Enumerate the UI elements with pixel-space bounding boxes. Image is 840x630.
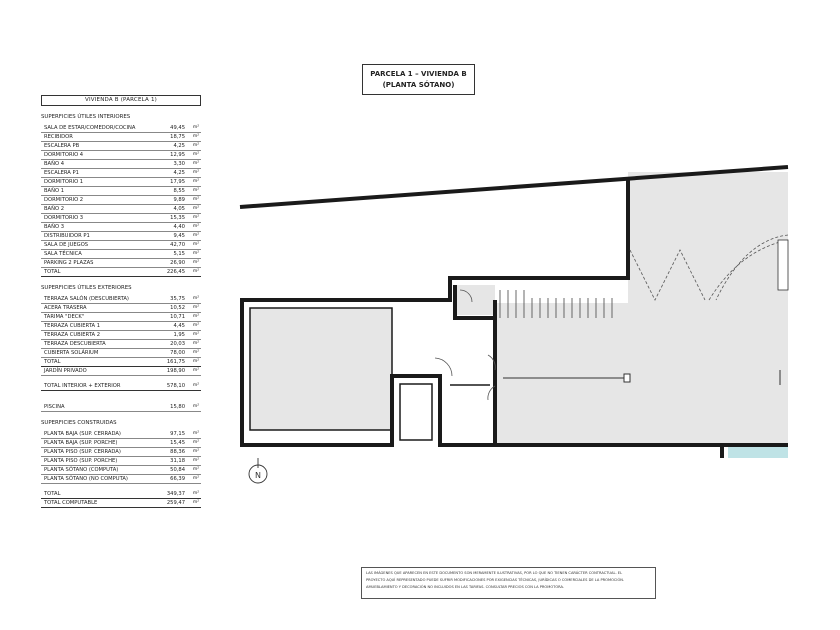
row-unit: m²	[192, 440, 199, 445]
disclaimer-line3: AMUEBLAMIENTO Y DECORACIÓN NO INCLUIDOS EN LAS TARIFAS. CONSULTAR PRECIOS CON LA PROMOTORA.	[366, 585, 565, 589]
row-value: 26,90	[170, 260, 185, 266]
row-value: 198,90	[166, 368, 185, 374]
row-name: JARDÍN PRIVADO	[44, 368, 87, 374]
row-value: 50,84	[170, 467, 185, 473]
row-name: TARIMA "DECK"	[44, 314, 85, 320]
row-name: PISCINA	[44, 404, 65, 410]
row-value: 15,35	[170, 215, 185, 221]
row-name: TOTAL	[44, 359, 61, 365]
row-value: 9,45	[173, 233, 185, 239]
row-value: 18,75	[170, 134, 185, 140]
row-value: 8,55	[173, 188, 185, 194]
row-name: BAÑO 4	[44, 161, 65, 167]
row-unit: m²	[192, 215, 199, 220]
row-name: PARKING 2 PLAZAS	[44, 260, 94, 266]
row-name: TERRAZA CUBIERTA 2	[44, 332, 101, 338]
row-unit: m²	[192, 170, 199, 175]
row-name: TOTAL	[44, 269, 61, 275]
row-name: PLANTA SÓTANO (COMPUTA)	[44, 467, 119, 473]
row-unit: m²	[192, 323, 199, 328]
row-value: 66,39	[170, 476, 185, 482]
row-name: DISTRIBUIDOR P1	[44, 233, 90, 239]
row-unit: m²	[192, 296, 199, 301]
row-unit: m²	[192, 197, 199, 202]
row-unit: m²	[192, 500, 199, 505]
row-name: DORMITORIO 4	[44, 152, 84, 158]
row-unit: m²	[192, 269, 199, 274]
row-unit: m²	[192, 179, 199, 184]
row-value: 20,03	[170, 341, 185, 347]
disclaimer-line1: LAS IMÁGENES QUE APARECEN EN ESTE DOCUMENTO SON MERAMENTE ILUSTRATIVAS, POR LO QUE NO TIENEN CARÁCTER CONTRACTUAL. EL	[366, 571, 623, 575]
row-unit: m²	[192, 449, 199, 454]
row-name: BAÑO 2	[44, 206, 65, 212]
row-name: DORMITORIO 3	[44, 215, 84, 221]
row-name: BAÑO 1	[44, 188, 65, 194]
row-name: TERRAZA CUBIERTA 1	[44, 323, 101, 329]
plan-title-line1: PARCELA 1 – VIVIENDA B	[370, 70, 467, 78]
room-fill-stair	[455, 285, 495, 315]
section-interiores-heading: SUPERFICIES ÚTILES INTERIORES	[41, 114, 131, 120]
row-value: 161,75	[166, 359, 185, 365]
row-unit: m²	[192, 242, 199, 247]
upper-wall	[240, 178, 628, 300]
row-value: 12,95	[170, 152, 185, 158]
row-value: 35,75	[170, 296, 185, 302]
row-name: PLANTA SÓTANO (NO COMPUTA)	[44, 476, 128, 482]
row-name: PLANTA BAJA (SUP. CERRADA)	[44, 431, 121, 437]
row-unit: m²	[192, 458, 199, 463]
row-value: 9,89	[173, 197, 185, 203]
disclaimer-line2: PROYECTO AQUÍ REPRESENTADO PUEDE SUFRIR MODIFICACIONES POR EXIGENCIAS TÉCNICAS, JURÍDICAS O COMERCIALES DE LA PROMOCIÓN.	[366, 578, 625, 582]
row-name: RECIBIDOR	[44, 134, 73, 140]
section-exteriores-heading: SUPERFICIES ÚTILES EXTERIORES	[41, 285, 132, 291]
row-name: SALA TÉCNICA	[44, 251, 82, 257]
section-construidas-heading: SUPERFICIES CONSTRUIDAS	[41, 420, 117, 426]
row-value: 78,00	[170, 350, 185, 356]
row-value: 10,52	[170, 305, 185, 311]
row-name: TOTAL	[44, 491, 61, 497]
north-label: N	[255, 471, 261, 480]
room-fill-upper	[628, 172, 788, 303]
row-unit: m²	[192, 383, 199, 388]
room-fill-left	[250, 308, 392, 430]
row-value: 4,25	[173, 170, 185, 176]
row-unit: m²	[192, 251, 199, 256]
disclaimer	[361, 567, 656, 599]
row-unit: m²	[192, 467, 199, 472]
row-name: BAÑO 3	[44, 224, 65, 230]
row-name: ESCALERA PB	[44, 143, 80, 149]
row-value: 97,15	[170, 431, 185, 437]
row-unit: m²	[192, 224, 199, 229]
row-name: TERRAZA DESCUBIERTA	[44, 341, 106, 347]
table-header: VIVIENDA B (PARCELA 1)	[41, 95, 201, 106]
row-value: 349,37	[166, 491, 185, 497]
row-unit: m²	[192, 188, 199, 193]
row-unit: m²	[192, 491, 199, 496]
row-unit: m²	[192, 161, 199, 166]
row-name: SALA DE JUEGOS	[44, 242, 89, 248]
row-unit: m²	[192, 233, 199, 238]
row-value: 4,40	[173, 224, 185, 230]
row-name: DORMITORIO 2	[44, 197, 84, 203]
row-value: 4,05	[173, 206, 185, 212]
row-value: 42,70	[170, 242, 185, 248]
row-unit: m²	[192, 206, 199, 211]
row-value: 31,18	[170, 458, 185, 464]
row-unit: m²	[192, 152, 199, 157]
row-name: SALA DE ESTAR/COMEDOR/COCINA	[44, 125, 136, 131]
row-unit: m²	[192, 368, 199, 373]
row-unit: m²	[192, 134, 199, 139]
row-unit: m²	[192, 350, 199, 355]
row-value: 17,95	[170, 179, 185, 185]
row-name: PLANTA BAJA (SUP. PORCHE)	[44, 440, 118, 446]
row-value: 88,36	[170, 449, 185, 455]
row-unit: m²	[192, 431, 199, 436]
row-unit: m²	[192, 476, 199, 481]
row-unit: m²	[192, 314, 199, 319]
right-columns	[778, 240, 788, 290]
row-value: 259,47	[166, 500, 185, 506]
row-name: PLANTA PISO (SUP. CERRADA)	[44, 449, 121, 455]
row-value: 1,95	[173, 332, 185, 338]
pool-edge	[728, 446, 788, 458]
row-unit: m²	[192, 332, 199, 337]
row-value: 15,80	[170, 404, 185, 410]
row-value: 4,45	[173, 323, 185, 329]
room-fill-parking	[495, 303, 788, 443]
plan-title-line2: (PLANTA SÓTANO)	[382, 81, 455, 89]
row-value: 4,25	[173, 143, 185, 149]
row-value: 5,15	[173, 251, 185, 257]
row-name: TOTAL INTERIOR + EXTERIOR	[44, 383, 121, 389]
row-name: TOTAL COMPUTABLE	[44, 500, 98, 506]
row-unit: m²	[192, 260, 199, 265]
row-value: 49,45	[170, 125, 185, 131]
row-value: 15,45	[170, 440, 185, 446]
row-name: PLANTA PISO (SUP. PORCHE)	[44, 458, 118, 464]
row-name: ESCALERA P1	[44, 170, 79, 176]
row-unit: m²	[192, 404, 199, 409]
row-name: DORMITORIO 1	[44, 179, 84, 185]
row-value: 226,45	[166, 269, 185, 275]
row-unit: m²	[192, 359, 199, 364]
row-name: TERRAZA SALÓN (DESCUBIERTA)	[44, 296, 129, 302]
row-value: 3,30	[173, 161, 185, 167]
row-name: ACERA TRASERA	[44, 305, 87, 311]
row-value: 578,10	[166, 383, 185, 389]
row-unit: m²	[192, 305, 199, 310]
row-name: CUBIERTA SOLÁRIUM	[44, 350, 99, 356]
row-unit: m²	[192, 125, 199, 130]
row-value: 10,71	[170, 314, 185, 320]
row-unit: m²	[192, 341, 199, 346]
row-unit: m²	[192, 143, 199, 148]
